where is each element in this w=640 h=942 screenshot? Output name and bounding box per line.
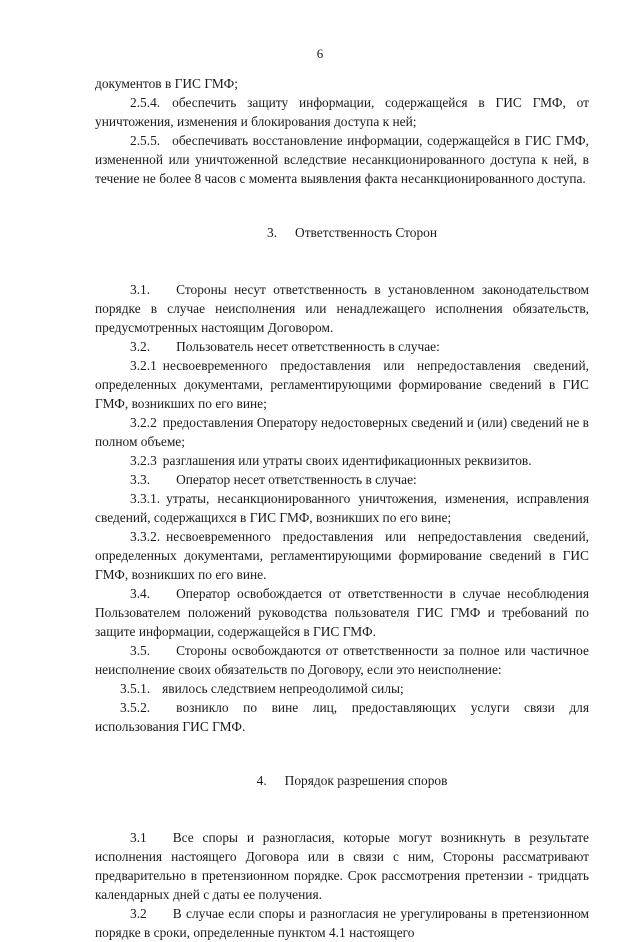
paragraph-number: 3.5.2.: [120, 700, 151, 715]
paragraph-3-2: [95, 337, 589, 356]
paragraph-2-5-5: [95, 131, 589, 188]
paragraph-3-5-2: [95, 698, 589, 736]
paragraph-text: Оператор несет ответственность в случае:: [176, 472, 417, 487]
paragraph-2-5-4: [95, 93, 589, 131]
paragraph-text: обеспечить защиту информации, содержащейся в ГИС ГМФ, от уничтожения, изменения и блокирования доступа к ней;: [95, 95, 589, 129]
section-number: 3.: [267, 225, 278, 240]
paragraph-text: обеспечивать восстановление информации, содержащейся в ГИС ГМФ, измененной или уничтоженной вследствие несанкционированного доступа к ней, в течение не более 8 часов с момента выявления факта несанкционированного доступа.: [95, 133, 589, 186]
paragraph-number: 3.2.1: [130, 358, 157, 373]
paragraph-text: утраты, несанкционированного уничтожения, изменения, исправления сведений, содержащихся в ГИС ГМФ, возникших по его вине;: [95, 491, 589, 525]
paragraph-number: 3.1: [130, 830, 147, 845]
paragraph-text: несвоевременного предоставления или непредоставления сведений, определенных документами, регламентирующими формирование сведений в ГИС ГМФ, возникших по его вине.: [95, 529, 589, 582]
paragraph-3-2-1: [95, 356, 589, 413]
paragraph-number: 3.3.: [130, 472, 151, 487]
paragraph-number: 3.5.: [130, 643, 151, 658]
paragraph-3-2-2: [95, 413, 589, 451]
paragraph-text: В случае если споры и разногласия не урегулированы в претензионном порядке в сроки, определенные пунктом 4.1 настоящего: [95, 906, 589, 940]
paragraph-3-5: [95, 641, 589, 679]
section-title: Порядок разрешения споров: [284, 773, 448, 788]
document-body: [95, 74, 589, 942]
paragraph-text: Оператор освобождается от ответственности в случае несоблюдения Пользователем положений руководства пользователя ГИС ГМФ и требований по защите информации, содержащейся в ГИС ГМФ.: [95, 586, 589, 639]
paragraph-3-5-1: [95, 679, 589, 698]
page-number: 6: [316, 46, 324, 61]
section-3-heading: [95, 204, 589, 261]
paragraph-3-4: [95, 584, 589, 641]
paragraph-text: Стороны освобождаются от ответственности за полное или частичное неисполнение своих обязательств по Договору, если это неисполнение:: [95, 643, 589, 677]
paragraph-text: документов в ГИС ГМФ;: [95, 76, 238, 91]
paragraph-text: несвоевременного предоставления или непредоставления сведений, определенных документами, регламентирующими формирование сведений в ГИС ГМФ, возникших по его вине;: [95, 358, 589, 411]
paragraph-number: 3.5.1.: [120, 681, 151, 696]
section-title: Ответственность Сторон: [295, 225, 438, 240]
paragraph-number: 2.5.4.: [130, 95, 161, 110]
paragraph-text: Стороны несут ответственность в установленном законодательством порядке в случае неисполнения или ненадлежащего исполнения обязательств, предусмотренных настоящим Договором.: [95, 282, 589, 335]
paragraph-4-1: [95, 828, 589, 904]
paragraph-3-3-2: [95, 527, 589, 584]
paragraph-number: 3.2.: [130, 339, 151, 354]
paragraph-3-2-3: [95, 451, 589, 470]
paragraph-3-1: [95, 280, 589, 337]
paragraph-text: Все споры и разногласия, которые могут возникнуть в результате исполнения настоящего Договора или в связи с ним, Стороны рассматривают предварительно в претензионном порядке. Срок рассмотрения претензии - тридцать календарных дней с даты ее получения.: [95, 830, 589, 902]
paragraph-text: предоставления Оператору недостоверных сведений и (или) сведений не в полном объеме;: [95, 415, 589, 449]
paragraph-text: возникло по вине лиц, предоставляющих услуги связи для использования ГИС ГМФ.: [95, 700, 589, 734]
paragraph-number: 3.3.2.: [130, 529, 161, 544]
section-number: 4.: [256, 773, 267, 788]
paragraph-4-2: [95, 904, 589, 942]
paragraph-number: 3.2.2: [130, 415, 157, 430]
paragraph-continuation: [95, 74, 589, 93]
section-4-heading: [95, 752, 589, 809]
paragraph-number: 3.2: [130, 906, 147, 921]
paragraph-number: 3.1.: [130, 282, 151, 297]
paragraph-text: разглашения или утраты своих идентификационных реквизитов.: [162, 453, 532, 468]
paragraph-number: 2.5.5.: [130, 133, 161, 148]
paragraph-3-3: [95, 470, 589, 489]
paragraph-number: 3.2.3: [130, 453, 157, 468]
paragraph-text: Пользователь несет ответственность в случае:: [176, 339, 440, 354]
paragraph-number: 3.4.: [130, 586, 151, 601]
paragraph-number: 3.3.1.: [130, 491, 161, 506]
paragraph-3-3-1: [95, 489, 589, 527]
paragraph-text: явилось следствием непреодолимой силы;: [162, 681, 404, 696]
